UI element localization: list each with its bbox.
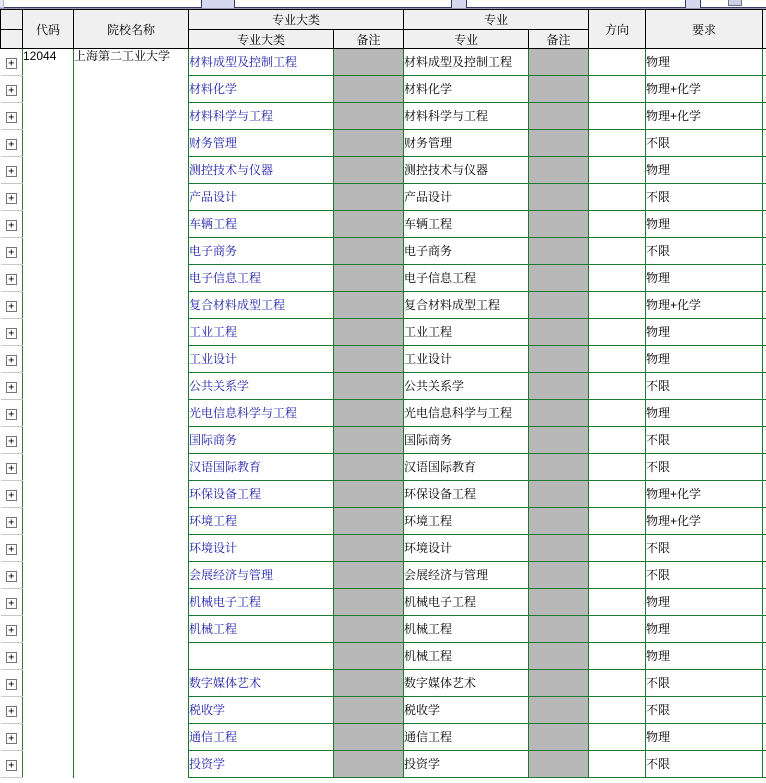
cell-major-category-note[interactable] (334, 535, 404, 562)
expand-plus-icon[interactable]: + (6, 544, 17, 555)
cell-major-category-note[interactable] (334, 751, 404, 778)
cell-direction[interactable] (589, 211, 646, 238)
expand-plus-icon[interactable]: + (6, 571, 17, 582)
cell-major-note[interactable] (529, 184, 589, 211)
cell-major-note[interactable] (529, 481, 589, 508)
cell-direction[interactable] (589, 292, 646, 319)
cell-major-note[interactable] (529, 724, 589, 751)
header-major[interactable]: 专业 (404, 30, 529, 49)
cell-direction[interactable] (589, 616, 646, 643)
cell-requirement[interactable]: 不限 (646, 751, 763, 778)
row-expander-cell[interactable] (1, 373, 23, 400)
expand-plus-icon[interactable]: + (6, 679, 17, 690)
cell-major-category[interactable]: 工业设计 (189, 346, 334, 373)
row-expander-cell[interactable] (1, 400, 23, 427)
cell-major-note[interactable] (529, 265, 589, 292)
filter-dropdown-button[interactable] (728, 0, 742, 6)
cell-overflow[interactable] (763, 211, 766, 238)
row-expander-cell[interactable] (1, 481, 23, 508)
cell-direction[interactable] (589, 103, 646, 130)
cell-major-note[interactable] (529, 508, 589, 535)
cell-major[interactable]: 车辆工程 (404, 211, 529, 238)
cell-major[interactable]: 测控技术与仪器 (404, 157, 529, 184)
cell-overflow[interactable] (763, 184, 766, 211)
expand-plus-icon[interactable]: + (6, 463, 17, 474)
cell-major-category-note[interactable] (334, 184, 404, 211)
cell-overflow[interactable] (763, 292, 766, 319)
cell-major-category-note[interactable] (334, 508, 404, 535)
cell-major-note[interactable] (529, 616, 589, 643)
table-header (1, 10, 766, 49)
expand-plus-icon[interactable]: + (6, 301, 17, 312)
cell-requirement[interactable]: 不限 (646, 184, 763, 211)
cell-requirement[interactable]: 物理+化学 (646, 481, 763, 508)
cell-major-note[interactable] (529, 130, 589, 157)
cell-major-category-note[interactable] (334, 238, 404, 265)
cell-overflow[interactable] (763, 616, 766, 643)
cell-requirement[interactable]: 物理 (646, 400, 763, 427)
cell-major-category-note[interactable] (334, 103, 404, 130)
cell-direction[interactable] (589, 697, 646, 724)
cell-major[interactable]: 税收学 (404, 697, 529, 724)
cell-overflow[interactable] (763, 265, 766, 292)
cell-direction[interactable] (589, 76, 646, 103)
header-overflow (763, 10, 766, 49)
header-direction[interactable]: 方向 (589, 10, 646, 49)
expand-plus-icon[interactable]: + (6, 112, 17, 123)
expand-plus-icon[interactable]: + (6, 706, 17, 717)
cell-requirement[interactable]: 不限 (646, 670, 763, 697)
row-expander-cell[interactable] (1, 454, 23, 481)
cell-major[interactable]: 环保设备工程 (404, 481, 529, 508)
cell-code[interactable]: 12044 (23, 49, 74, 778)
cell-major[interactable]: 电子商务 (404, 238, 529, 265)
cell-overflow[interactable] (763, 481, 766, 508)
cell-major-category[interactable]: 汉语国际教育 (189, 454, 334, 481)
expand-plus-icon[interactable]: + (6, 517, 17, 528)
header-school-name[interactable]: 院校名称 (74, 10, 189, 49)
cell-overflow[interactable] (763, 346, 766, 373)
cell-overflow[interactable] (763, 589, 766, 616)
table-row[interactable] (1, 49, 766, 76)
cell-overflow[interactable] (763, 130, 766, 157)
header-code[interactable]: 代码 (23, 10, 74, 49)
cell-overflow[interactable] (763, 643, 766, 670)
cell-requirement[interactable]: 物理+化学 (646, 76, 763, 103)
cell-major-note[interactable] (529, 589, 589, 616)
cell-direction[interactable] (589, 589, 646, 616)
cell-requirement[interactable]: 物理 (646, 346, 763, 373)
cell-overflow[interactable] (763, 751, 766, 778)
header-expander-corner-2 (1, 30, 23, 49)
row-expander-cell[interactable] (1, 589, 23, 616)
cell-direction[interactable] (589, 562, 646, 589)
cell-major-note[interactable] (529, 400, 589, 427)
cell-direction[interactable] (589, 157, 646, 184)
cell-major-note[interactable] (529, 76, 589, 103)
cell-requirement[interactable]: 不限 (646, 373, 763, 400)
cell-major-note[interactable] (529, 643, 589, 670)
cell-major-category-note[interactable] (334, 697, 404, 724)
expand-plus-icon[interactable]: + (6, 58, 17, 69)
cell-major[interactable]: 光电信息科学与工程 (404, 400, 529, 427)
filter-input-2[interactable] (234, 0, 452, 8)
cell-requirement[interactable]: 物理+化学 (646, 508, 763, 535)
cell-major-category[interactable]: 材料成型及控制工程 (189, 49, 334, 76)
cell-major-category[interactable]: 光电信息科学与工程 (189, 400, 334, 427)
data-grid (0, 9, 766, 783)
cell-major-category[interactable]: 产品设计 (189, 184, 334, 211)
cell-requirement[interactable]: 不限 (646, 427, 763, 454)
cell-major-category-note[interactable] (334, 76, 404, 103)
cell-major[interactable]: 国际商务 (404, 427, 529, 454)
row-expander-cell[interactable] (1, 751, 23, 778)
expand-plus-icon[interactable]: + (6, 733, 17, 744)
cell-major-category[interactable]: 会展经济与管理 (189, 562, 334, 589)
row-expander-cell[interactable] (1, 616, 23, 643)
cell-direction[interactable] (589, 643, 646, 670)
expand-plus-icon[interactable]: + (6, 598, 17, 609)
row-expander-cell[interactable] (1, 184, 23, 211)
cell-major-category[interactable]: 环境工程 (189, 508, 334, 535)
expand-plus-icon[interactable]: + (6, 247, 17, 258)
expand-plus-icon[interactable]: + (6, 274, 17, 285)
cell-major[interactable]: 公共关系学 (404, 373, 529, 400)
cell-direction[interactable] (589, 49, 646, 76)
cell-overflow[interactable] (763, 697, 766, 724)
cell-requirement[interactable]: 物理+化学 (646, 103, 763, 130)
cell-direction[interactable] (589, 535, 646, 562)
cell-direction[interactable] (589, 670, 646, 697)
cell-overflow[interactable] (763, 319, 766, 346)
cell-major-category-note[interactable] (334, 292, 404, 319)
cell-major-category[interactable]: 通信工程 (189, 724, 334, 751)
cell-major-note[interactable] (529, 346, 589, 373)
cell-major-note[interactable] (529, 535, 589, 562)
expand-plus-icon[interactable]: + (6, 436, 17, 447)
cell-major[interactable]: 投资学 (404, 751, 529, 778)
row-expander-cell[interactable] (1, 535, 23, 562)
cell-major-note[interactable] (529, 562, 589, 589)
filter-input-1[interactable] (2, 0, 202, 8)
cell-major-note[interactable] (529, 157, 589, 184)
row-expander-cell[interactable] (1, 130, 23, 157)
cell-requirement[interactable]: 物理 (646, 211, 763, 238)
cell-overflow[interactable] (763, 508, 766, 535)
cell-requirement[interactable]: 不限 (646, 535, 763, 562)
cell-major[interactable]: 工业工程 (404, 319, 529, 346)
cell-direction[interactable] (589, 184, 646, 211)
cell-major[interactable]: 机械工程 (404, 643, 529, 670)
cell-major[interactable]: 会展经济与管理 (404, 562, 529, 589)
cell-direction[interactable] (589, 724, 646, 751)
cell-major-category-note[interactable] (334, 724, 404, 751)
cell-overflow[interactable] (763, 76, 766, 103)
cell-major-category[interactable]: 测控技术与仪器 (189, 157, 334, 184)
cell-major[interactable]: 材料科学与工程 (404, 103, 529, 130)
cell-major-category-note[interactable] (334, 589, 404, 616)
cell-overflow[interactable] (763, 562, 766, 589)
expand-plus-icon[interactable]: + (6, 85, 17, 96)
cell-major[interactable]: 工业设计 (404, 346, 529, 373)
cell-major-note[interactable] (529, 238, 589, 265)
cell-requirement[interactable]: 物理 (646, 49, 763, 76)
cell-overflow[interactable] (763, 373, 766, 400)
cell-major-category[interactable]: 工业工程 (189, 319, 334, 346)
majors-table (0, 9, 766, 778)
cell-requirement[interactable]: 不限 (646, 238, 763, 265)
expand-plus-icon[interactable]: + (6, 220, 17, 231)
cell-major-category-note[interactable] (334, 454, 404, 481)
cell-direction[interactable] (589, 400, 646, 427)
cell-overflow[interactable] (763, 49, 766, 76)
row-expander-cell[interactable] (1, 724, 23, 751)
cell-major-category-note[interactable] (334, 427, 404, 454)
cell-overflow[interactable] (763, 724, 766, 751)
row-expander-cell[interactable] (1, 265, 23, 292)
cell-major-category-note[interactable] (334, 616, 404, 643)
expand-plus-icon[interactable]: + (6, 328, 17, 339)
row-expander-cell[interactable] (1, 157, 23, 184)
cell-major-category[interactable]: 公共关系学 (189, 373, 334, 400)
cell-overflow[interactable] (763, 535, 766, 562)
cell-major-category-note[interactable] (334, 562, 404, 589)
expand-plus-icon[interactable]: + (6, 166, 17, 177)
expand-plus-icon[interactable]: + (6, 625, 17, 636)
cell-overflow[interactable] (763, 103, 766, 130)
cell-overflow[interactable] (763, 427, 766, 454)
cell-direction[interactable] (589, 427, 646, 454)
cell-major-note[interactable] (529, 211, 589, 238)
expand-plus-icon[interactable]: + (6, 490, 17, 501)
filter-toolbar-strip (0, 0, 766, 9)
expand-plus-icon[interactable]: + (6, 355, 17, 366)
cell-major-category-note[interactable] (334, 211, 404, 238)
cell-major-category-note[interactable] (334, 265, 404, 292)
cell-requirement[interactable]: 物理+化学 (646, 292, 763, 319)
cell-school-name[interactable]: 上海第二工业大学 (74, 49, 189, 778)
cell-major-note[interactable] (529, 373, 589, 400)
row-expander-cell[interactable] (1, 211, 23, 238)
cell-major[interactable]: 汉语国际教育 (404, 454, 529, 481)
cell-major[interactable]: 材料化学 (404, 76, 529, 103)
cell-direction[interactable] (589, 130, 646, 157)
cell-major-note[interactable] (529, 103, 589, 130)
cell-major-category[interactable]: 环保设备工程 (189, 481, 334, 508)
cell-major-category[interactable]: 数字媒体艺术 (189, 670, 334, 697)
row-expander-cell[interactable] (1, 103, 23, 130)
header-group-major[interactable]: 专业 (404, 10, 589, 30)
cell-requirement[interactable]: 不限 (646, 454, 763, 481)
cell-direction[interactable] (589, 481, 646, 508)
cell-overflow[interactable] (763, 400, 766, 427)
table-body (1, 49, 766, 778)
cell-major-category[interactable]: 电子信息工程 (189, 265, 334, 292)
cell-major-note[interactable] (529, 697, 589, 724)
cell-requirement[interactable]: 不限 (646, 562, 763, 589)
cell-direction[interactable] (589, 346, 646, 373)
cell-major-category-note[interactable] (334, 643, 404, 670)
expand-plus-icon[interactable]: + (6, 409, 17, 420)
cell-major[interactable]: 机械电子工程 (404, 589, 529, 616)
cell-requirement[interactable]: 物理 (646, 589, 763, 616)
cell-major-note[interactable] (529, 454, 589, 481)
cell-major-category-note[interactable] (334, 670, 404, 697)
cell-major-note[interactable] (529, 427, 589, 454)
cell-major-category-note[interactable] (334, 373, 404, 400)
cell-major-note[interactable] (529, 49, 589, 76)
cell-requirement[interactable]: 物理 (646, 643, 763, 670)
cell-major-category-note[interactable] (334, 49, 404, 76)
cell-requirement[interactable]: 不限 (646, 130, 763, 157)
cell-major-note[interactable] (529, 670, 589, 697)
cell-major-category-note[interactable] (334, 157, 404, 184)
row-expander-cell[interactable] (1, 697, 23, 724)
expand-plus-icon[interactable]: + (6, 193, 17, 204)
filter-input-3[interactable] (466, 0, 686, 8)
cell-major-category[interactable]: 投资学 (189, 751, 334, 778)
cell-major-category-note[interactable] (334, 346, 404, 373)
cell-overflow[interactable] (763, 157, 766, 184)
cell-direction[interactable] (589, 319, 646, 346)
cell-major-note[interactable] (529, 319, 589, 346)
cell-major[interactable]: 通信工程 (404, 724, 529, 751)
row-expander-cell[interactable] (1, 319, 23, 346)
cell-requirement[interactable]: 物理 (646, 157, 763, 184)
cell-major-category[interactable]: 材料化学 (189, 76, 334, 103)
row-expander-cell[interactable] (1, 562, 23, 589)
header-requirement[interactable]: 要求 (646, 10, 763, 49)
cell-direction[interactable] (589, 238, 646, 265)
cell-major-category[interactable]: 国际商务 (189, 427, 334, 454)
row-expander-cell[interactable] (1, 670, 23, 697)
cell-major-note[interactable] (529, 292, 589, 319)
cell-requirement[interactable]: 物理 (646, 724, 763, 751)
cell-major-category[interactable]: 材料科学与工程 (189, 103, 334, 130)
cell-direction[interactable] (589, 508, 646, 535)
cell-overflow[interactable] (763, 670, 766, 697)
cell-direction[interactable] (589, 265, 646, 292)
cell-requirement[interactable]: 物理 (646, 616, 763, 643)
row-expander-cell[interactable] (1, 49, 23, 76)
row-expander-cell[interactable] (1, 238, 23, 265)
cell-major-category[interactable]: 税收学 (189, 697, 334, 724)
cell-major-category[interactable]: 机械工程 (189, 616, 334, 643)
header-expander-corner (1, 10, 23, 30)
row-expander-cell[interactable] (1, 508, 23, 535)
expand-plus-icon[interactable]: + (6, 760, 17, 771)
cell-major-category-note[interactable] (334, 481, 404, 508)
header-group-major-category[interactable]: 专业大类 (189, 10, 404, 30)
cell-major-category[interactable] (189, 643, 334, 670)
cell-major-category[interactable]: 环境设计 (189, 535, 334, 562)
cell-overflow[interactable] (763, 454, 766, 481)
cell-major-category[interactable]: 财务管理 (189, 130, 334, 157)
cell-major[interactable]: 产品设计 (404, 184, 529, 211)
cell-major-category[interactable]: 车辆工程 (189, 211, 334, 238)
cell-major-category-note[interactable] (334, 319, 404, 346)
cell-major[interactable]: 环境工程 (404, 508, 529, 535)
cell-requirement[interactable]: 物理 (646, 265, 763, 292)
cell-direction[interactable] (589, 751, 646, 778)
cell-major-note[interactable] (529, 751, 589, 778)
cell-major[interactable]: 机械工程 (404, 616, 529, 643)
expand-plus-icon[interactable]: + (6, 652, 17, 663)
cell-major[interactable]: 数字媒体艺术 (404, 670, 529, 697)
cell-requirement[interactable]: 物理 (646, 319, 763, 346)
expand-plus-icon[interactable]: + (6, 139, 17, 150)
cell-direction[interactable] (589, 373, 646, 400)
cell-major[interactable]: 复合材料成型工程 (404, 292, 529, 319)
row-expander-cell[interactable] (1, 427, 23, 454)
row-expander-cell[interactable] (1, 76, 23, 103)
filter-placeholder-1 (0, 0, 4, 8)
cell-major-category-note[interactable] (334, 130, 404, 157)
row-expander-cell[interactable] (1, 643, 23, 670)
cell-overflow[interactable] (763, 238, 766, 265)
cell-major-category-note[interactable] (334, 400, 404, 427)
header-major-category-note[interactable]: 备注 (334, 30, 404, 49)
cell-major-category[interactable]: 电子商务 (189, 238, 334, 265)
cell-major[interactable]: 环境设计 (404, 535, 529, 562)
cell-major-category[interactable]: 复合材料成型工程 (189, 292, 334, 319)
cell-major[interactable]: 材料成型及控制工程 (404, 49, 529, 76)
row-expander-cell[interactable] (1, 292, 23, 319)
header-major-category[interactable]: 专业大类 (189, 30, 334, 49)
cell-requirement[interactable]: 不限 (646, 697, 763, 724)
row-expander-cell[interactable] (1, 346, 23, 373)
cell-direction[interactable] (589, 454, 646, 481)
cell-major[interactable]: 电子信息工程 (404, 265, 529, 292)
header-major-note[interactable]: 备注 (529, 30, 589, 49)
expand-plus-icon[interactable]: + (6, 382, 17, 393)
cell-major-category[interactable]: 机械电子工程 (189, 589, 334, 616)
cell-major[interactable]: 财务管理 (404, 130, 529, 157)
